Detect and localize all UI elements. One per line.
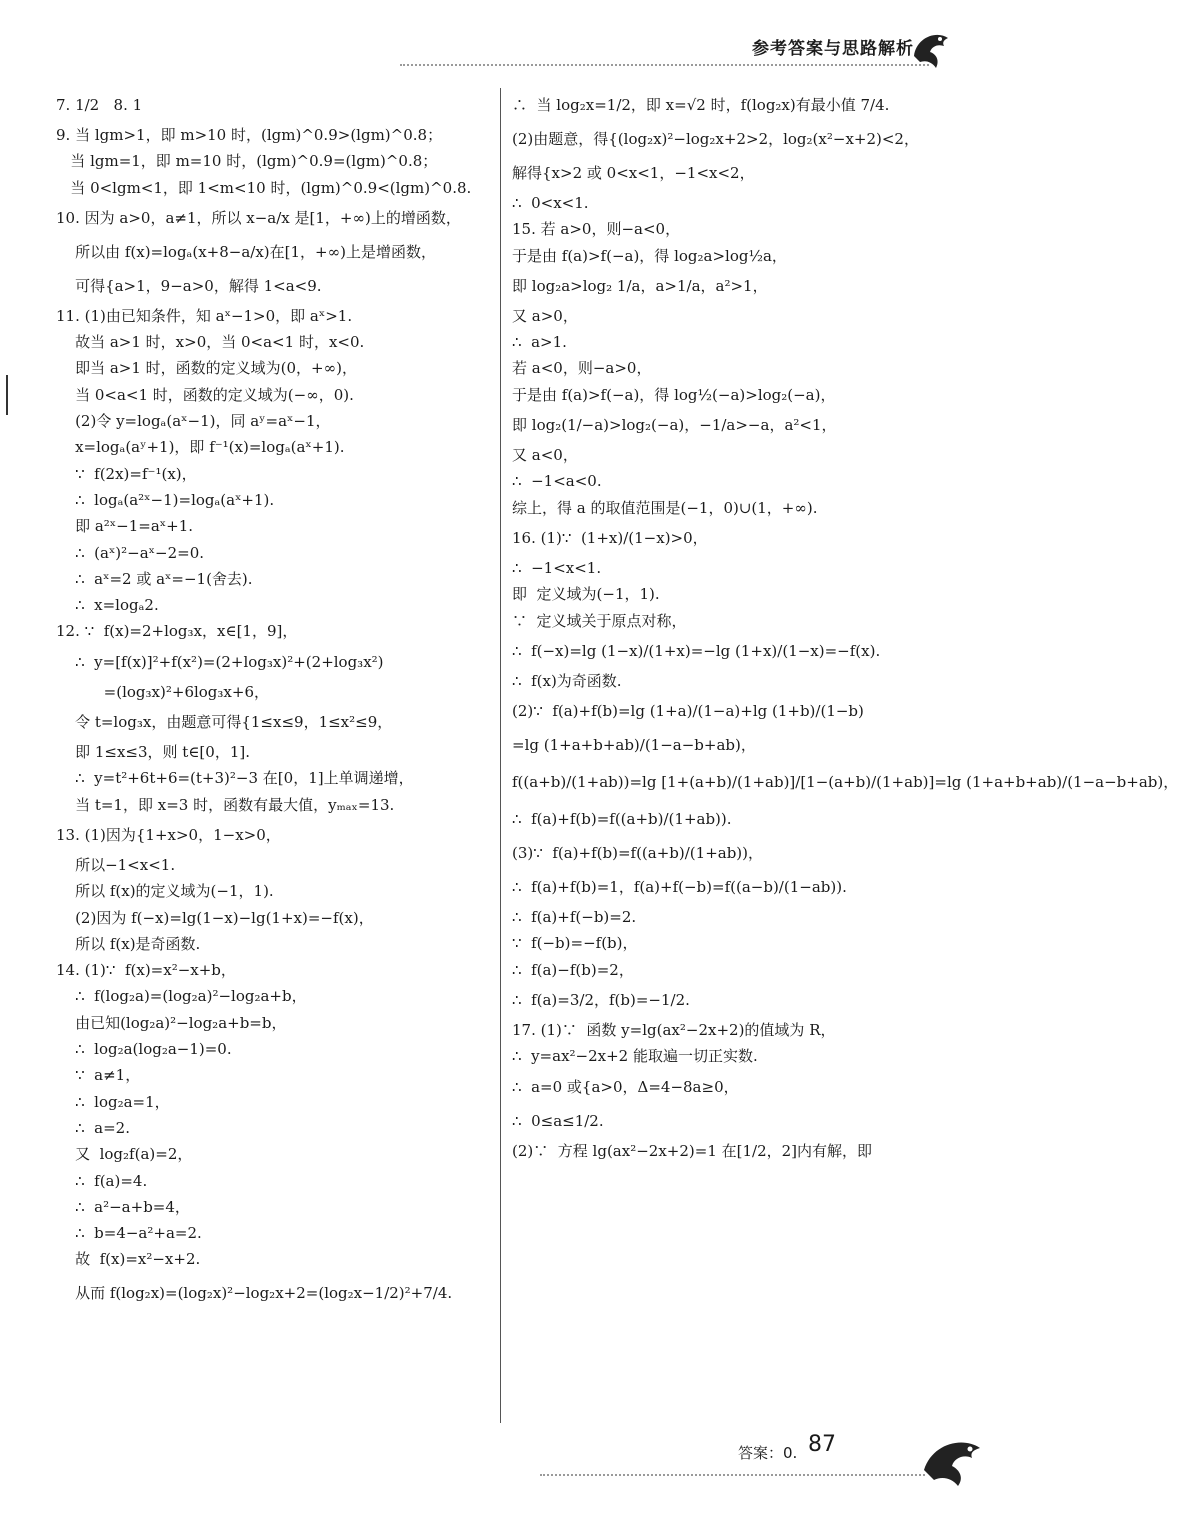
solution-line: ∴ −1<x<1. (512, 558, 602, 577)
margin-mark (6, 375, 8, 415)
solution-line: 15. 若 a>0，则−a<0， (512, 220, 681, 239)
solution-line: 解得{x>2 或 0<x<1，−1<x<2， (512, 164, 755, 182)
solution-line: 令 t=log₃x，由题意可得{1≤x≤9，1≤x²≤9， (56, 713, 393, 732)
solution-line: f((a+b)/(1+ab))=lg [1+(a+b)/(1+ab)]/[1−(a+b)/(1+ab)]=lg (1+a+b+ab)/(1−a−b+ab)， (512, 773, 1178, 792)
solution-line: ∴ y=[f(x)]²+f(x²)=(2+log₃x)²+(2+log₃x²) (56, 652, 384, 671)
solution-line: ∴ f(a)+f(b)=1，f(a)+f(−b)=f((a−b)/(1−ab)). (512, 878, 847, 897)
solution-line: (2)令 y=logₐ(aˣ−1)，同 aʸ=aˣ−1， (56, 412, 331, 431)
solution-line: ∴ f(a)=3/2，f(b)=−1/2. (512, 991, 690, 1010)
solution-line: ∵ f(2x)=f⁻¹(x)， (56, 464, 197, 483)
solution-line: ∴ y=t²+6t+6=(t+3)²−3 在[0，1]上单调递增， (56, 769, 414, 788)
solution-line: 当 0<lgm<1，即 1<m<10 时，(lgm)^0.9<(lgm)^0.8. (56, 178, 472, 197)
solution-line: 又 a>0， (512, 306, 578, 325)
solution-line: ∴ a²−a+b=4， (56, 1197, 190, 1216)
left-column (56, 88, 496, 1313)
solution-line: 即 定义域为(−1，1). (512, 585, 660, 604)
solution-line: 又 log₂f(a)=2， (56, 1145, 193, 1164)
solution-line: 所以 f(x)是奇函数. (56, 934, 201, 953)
solution-line: 11. (1)由已知条件，知 aˣ−1>0，即 aˣ>1. (56, 306, 353, 325)
solution-line: (2)∵ f(a)+f(b)=lg (1+a)/(1−a)+lg (1+b)/(1−b) (512, 702, 864, 721)
solution-line: 即 log₂(1/−a)>log₂(−a)，−1/a>−a，a²<1， (512, 416, 837, 435)
solution-line: 若 a<0，则−a>0， (512, 359, 652, 378)
solution-line: ∴ −1<a<0. (512, 472, 602, 491)
solution-line: ∴ f(log₂a)=(log₂a)²−log₂a+b， (56, 987, 307, 1006)
solution-line: 由已知(log₂a)²−log₂a+b=b， (56, 1013, 287, 1032)
solution-line: 又 a<0， (512, 446, 578, 465)
solution-line: ∵ 定义域关于原点对称， (512, 611, 687, 630)
solution-line: 当 0<a<1 时，函数的定义域为(−∞，0). (56, 385, 354, 404)
solution-line: 于是由 f(a)>f(−a)，得 log½(−a)>log₂(−a)， (512, 385, 836, 404)
solution-line: ∴ x=logₐ2. (56, 596, 159, 615)
solution-line: =(log₃x)²+6log₃x+6， (56, 682, 269, 701)
solution-line: (2)由题意，得{(log₂x)²−log₂x+2>2，log₂(x²−x+2)<2， (512, 130, 919, 148)
solution-line: 16. (1)∵ (1+x)/(1−x)>0， (512, 528, 708, 547)
solution-line: 故当 a>1 时，x>0，当 0<a<1 时，x<0. (56, 333, 365, 352)
solution-line: 当 lgm=1，即 m=10 时，(lgm)^0.9=(lgm)^0.8； (56, 152, 438, 171)
solution-line: ∴ f(x)为奇函数. (512, 671, 622, 690)
page-header (0, 0, 1024, 80)
solution-line: 从而 f(log₂x)=(log₂x)²−log₂x+2=(log₂x−1/2)²+7/4. (56, 1283, 453, 1302)
solution-line: ∴ (aˣ)²−aˣ−2=0. (56, 543, 205, 562)
solution-line: ∴ f(a)=4. (56, 1171, 148, 1190)
solution-line: 故 f(x)=x²−x+2. (56, 1250, 201, 1269)
solution-line: (3)∵ f(a)+f(b)=f((a+b)/(1+ab))， (512, 844, 764, 863)
solution-line: ∴ a=0 或{a>0，Δ=4−8a≥0， (512, 1077, 739, 1096)
solution-line: 即当 a>1 时，函数的定义域为(0，+∞)， (56, 359, 357, 378)
solution-line: (2)∵ 方程 lg(ax²−2x+2)=1 在[1/2，2]内有解，即 (512, 1141, 873, 1160)
header-title: 参考答案与思路解析 (752, 39, 914, 59)
solution-line: ∴ 0≤a≤1/2. (512, 1111, 604, 1130)
solution-line: 14. (1)∵ f(x)=x²−x+b， (56, 961, 236, 980)
solution-line: 7. 1/2 8. 1 (56, 96, 143, 114)
solution-line: ∴ f(a)+f(b)=f((a+b)/(1+ab)). (512, 810, 732, 829)
solution-line: ∵ f(−b)=−f(b)， (512, 934, 638, 953)
solution-line: 所以−1<x<1. (56, 855, 176, 874)
solution-line: ∴ a=2. (56, 1118, 130, 1137)
footer-rule (540, 1474, 925, 1476)
solution-line: x=logₐ(aʸ+1)，即 f⁻¹(x)=logₐ(aˣ+1). (56, 438, 345, 457)
solution-line: ∴ b=4−a²+a=2. (56, 1224, 202, 1243)
solution-line: 13. (1)因为{1+x>0，1−x>0， (56, 825, 281, 844)
solution-line: ∴ logₐ(a²ˣ−1)=logₐ(aˣ+1). (56, 490, 275, 509)
solution-line: 即 1≤x≤3，则 t∈[0，1]. (56, 743, 250, 762)
right-column (512, 88, 1178, 1164)
solution-line: 9. 当 lgm>1，即 m>10 时，(lgm)^0.9>(lgm)^0.8； (56, 126, 443, 144)
header-rule (400, 64, 929, 66)
solution-line: ∴ aˣ=2 或 aˣ=−1(舍去). (56, 569, 253, 588)
solution-line: 10. 因为 a>0，a≠1，所以 x−a/x 是[1，+∞)上的增函数， (56, 208, 461, 227)
solution-line: 于是由 f(a)>f(−a)，得 log₂a>log½a， (512, 246, 787, 265)
solution-line: ∴ 当 log₂x=1/2，即 x=√2 时，f(log₂x)有最小值 7/4. (512, 96, 890, 114)
solution-line: ∴ y=ax²−2x+2 能取遍一切正实数. (512, 1047, 758, 1066)
solution-line: ∴ a>1. (512, 333, 567, 352)
solution-line: 可得{a>1，9−a>0，解得 1<a<9. (56, 276, 322, 295)
solution-line: 当 t=1，即 x=3 时，函数有最大值，yₘₐₓ=13. (56, 795, 395, 814)
page-footer (540, 1430, 990, 1520)
solution-line: ∴ f(a)−f(b)=2， (512, 960, 634, 979)
solution-line: 即 a²ˣ−1=aˣ+1. (56, 517, 194, 536)
solution-line: ∴ log₂a=1， (56, 1092, 170, 1111)
solution-line: ∴ 0<x<1. (512, 194, 589, 212)
page-number: 87 (808, 1432, 836, 1457)
solution-line: 即 log₂a>log₂ 1/a，a>1/a，a²>1， (512, 276, 768, 295)
solution-line: ∵ a≠1， (56, 1066, 141, 1085)
solution-line: =lg (1+a+b+ab)/(1−a−b+ab)， (512, 736, 756, 755)
dolphin-mascot-icon (918, 1430, 988, 1490)
solution-line: 17. (1)∵ 函数 y=lg(ax²−2x+2)的值域为 R， (512, 1021, 836, 1040)
solution-line: ∴ log₂a(log₂a−1)=0. (56, 1040, 232, 1059)
solution-line: 所以 f(x)的定义域为(−1，1). (56, 882, 274, 901)
answer-label: 答案：0. (738, 1444, 798, 1462)
solution-line: ∴ f(a)+f(−b)=2. (512, 908, 637, 927)
solution-line: 所以由 f(x)=logₐ(x+8−a/x)在[1，+∞)上是增函数， (56, 242, 436, 261)
dolphin-mascot-icon (906, 26, 954, 78)
solution-line: ∴ f(−x)=lg (1−x)/(1+x)=−lg (1+x)/(1−x)=−f(x). (512, 641, 881, 660)
solution-line: 综上，得 a 的取值范围是(−1，0)∪(1，+∞). (512, 498, 818, 517)
solution-line: 12. ∵ f(x)=2+log₃x，x∈[1，9]， (56, 622, 298, 641)
solution-line: (2)因为 f(−x)=lg(1−x)−lg(1+x)=−f(x)， (56, 908, 374, 927)
column-divider (500, 88, 501, 1423)
